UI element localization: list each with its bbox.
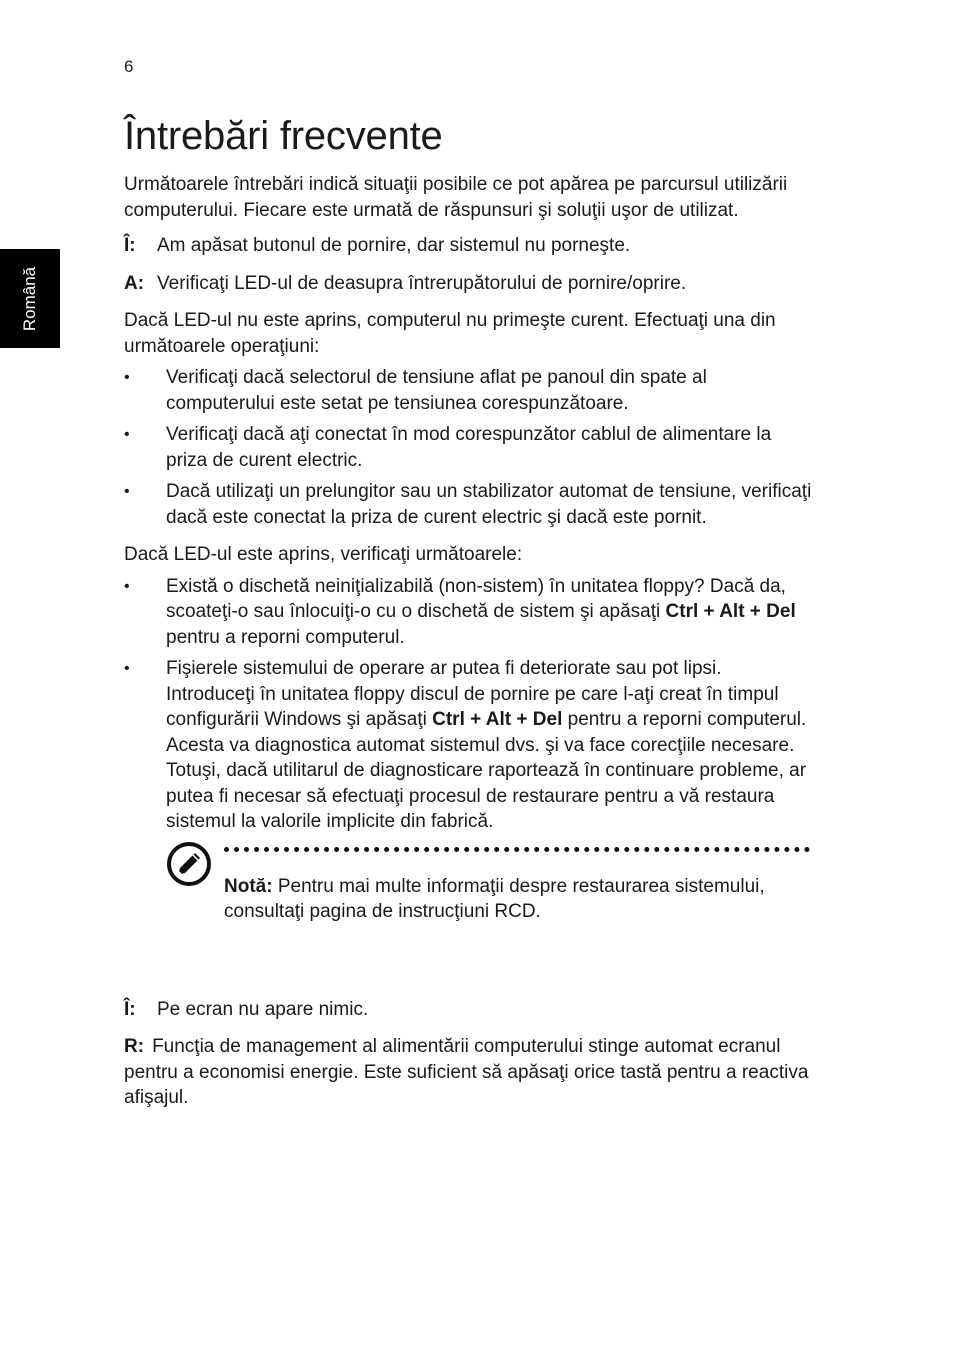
question-2: [124, 997, 814, 1023]
note-pen-icon: [124, 841, 224, 925]
led-on-list: [124, 574, 814, 835]
answer-key: A:: [124, 272, 145, 294]
page-title: Întrebări frecvente: [124, 114, 443, 158]
page-number: 6: [124, 57, 134, 76]
question-key: Î:: [124, 998, 136, 1020]
answer-key: R:: [124, 1036, 145, 1057]
bullet-icon: •: [124, 426, 130, 443]
intro-paragraph: Următoarele întrebări indică situaţii posibile ce pot apărea pe parcursul utilizării computerului. Fiecare este urmată de răspunsuri şi soluţii uşor de utilizat.: [124, 174, 788, 221]
answer-text: Funcţia de management al alimentării computerului stinge automat ecranul pentru a economisi energie. Este suficient să apăsaţi orice tastă pentru a reactiva afişajul.: [124, 1036, 809, 1108]
bullet-icon: •: [124, 577, 130, 595]
led-off-list: [124, 365, 814, 530]
note-divider: [224, 847, 810, 852]
answer-text: Verificaţi LED-ul de deasupra întrerupătorului de pornire/oprire.: [157, 272, 687, 294]
note-label: Notă:: [224, 875, 273, 897]
bullet-icon: •: [124, 660, 130, 677]
answer-1: [124, 271, 814, 297]
key-combination: Ctrl + Alt + Del: [665, 601, 796, 622]
list-item: • Fişierele sistemului de operare ar putea fi deteriorate sau pot lipsi. Introduceţi în unitatea floppy discul de pornire pe care l-aţi creat în timpul configurării Windows şi apăsaţi Ctrl + Alt + Del pentru a reporni computerul. Acesta va diagnostica automat sistemul dvs. şi va face corecţiile necesare. Totuşi, dacă utilitarul de diagnosticare raportează în continuare probleme, ar putea fi necesar să efectuaţi procesul de restaurare pentru a vă restaura sistemul la valorile implicite din fabrică.: [124, 658, 807, 832]
bullet-icon: •: [124, 483, 130, 500]
question-1: [124, 233, 814, 259]
language-tab: [0, 249, 60, 348]
list-item: • Verificaţi dacă aţi conectat în mod corespunzător cablul de alimentare la priza de curent electric.: [124, 424, 772, 471]
bullet-icon: •: [124, 369, 130, 386]
led-on-paragraph: Dacă LED-ul este aprins, verificaţi următoarele:: [124, 544, 523, 565]
answer-2: [124, 1034, 814, 1111]
note-box: [124, 841, 814, 925]
list-item: • Verificaţi dacă selectorul de tensiune aflat pe panoul din spate al computerului este setat pe tensiunea corespunzătoare.: [124, 367, 707, 414]
list-item: • Dacă utilizaţi un prelungitor sau un stabilizator automat de tensiune, verificaţi dacă este conectat la priza de curent electric şi dacă este pornit.: [124, 481, 812, 528]
question-text: Am apăsat butonul de pornire, dar sistemul nu porneşte.: [157, 235, 631, 256]
note-text: Notă: Pentru mai multe informaţii despre restaurarea sistemului, consultaţi pagina de instrucţiuni RCD.: [224, 875, 765, 922]
list-item: • Există o dischetă neiniţializabilă (non-sistem) în unitatea floppy? Dacă da, scoateţi-o sau înlocuiţi-o cu o dischetă de sistem şi apăsaţi Ctrl + Alt + Del pentru a reporni computerul.: [124, 575, 796, 648]
key-combination: Ctrl + Alt + Del: [432, 709, 563, 730]
question-text: Pe ecran nu apare nimic.: [157, 998, 369, 1020]
faq-content: [124, 172, 814, 1111]
led-off-paragraph: Dacă LED-ul nu este aprins, computerul nu primeşte curent. Efectuaţi una din următoarele operaţiuni:: [124, 310, 776, 357]
question-key: Î:: [124, 235, 136, 256]
language-tab-label: Română: [20, 266, 40, 331]
